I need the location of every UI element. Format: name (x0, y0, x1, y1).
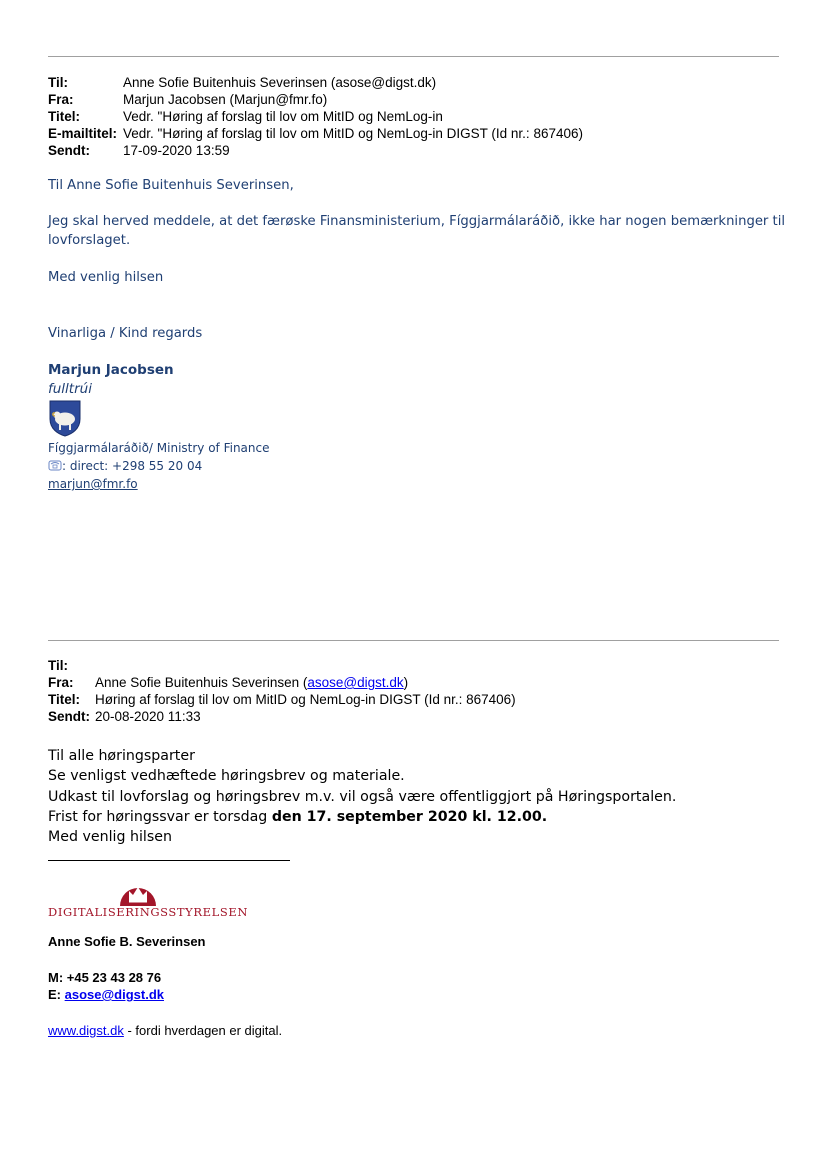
organisation: Fíggjarmálaráðið/ Ministry of Finance (48, 441, 270, 455)
title-value: Vedr. "Høring af forslag til lov om MitID og NemLog-in (123, 109, 443, 124)
closing: Med venlig hilsen (48, 270, 164, 285)
signature-rule (48, 860, 290, 861)
phone-line (48, 459, 202, 473)
sender-name: Marjun Jacobsen (48, 362, 174, 378)
faroe-coat-of-arms-icon (48, 399, 82, 437)
body-line-4 (48, 807, 547, 828)
sent-label: Sendt: (48, 709, 90, 724)
greeting: Til Anne Sofie Buitenhuis Severinsen, (48, 178, 294, 193)
divider (48, 640, 779, 641)
signature-email-line (48, 987, 164, 1002)
sent-value: 20-08-2020 11:33 (95, 709, 201, 724)
from-label: Fra: (48, 675, 74, 690)
signature-email-label: E: (48, 987, 65, 1002)
mailtitle-label: E-mailtitel: (48, 126, 118, 141)
closing: Med venlig hilsen (48, 829, 172, 845)
to-value: Anne Sofie Buitenhuis Severinsen (asose@digst.dk) (123, 75, 437, 90)
signature-email-link[interactable]: asose@digst.dk (64, 987, 164, 1002)
body-line-3: Udkast til lovforslag og høringsbrev m.v. vil også være offentliggjort på Høringsportalen. (48, 789, 677, 805)
body-line-1: Jeg skal herved meddele, at det færøske Finansministerium, Fíggjarmálaráðið, ikke har nogen bemærkninger til (48, 214, 786, 229)
website-link[interactable]: www.digst.dk (48, 1023, 124, 1038)
body-line-2: Se venligst vedhæftede høringsbrev og materiale. (48, 768, 405, 784)
to-label: Til: (48, 658, 68, 673)
from-value-prefix: Anne Sofie Buitenhuis Severinsen ( (95, 675, 308, 690)
signature-phone: M: +45 23 43 28 76 (48, 970, 162, 985)
from-value: Marjun Jacobsen (Marjun@fmr.fo) (123, 92, 328, 107)
body-line-1: Til alle høringsparter (48, 748, 195, 764)
sender-email-link[interactable]: marjun@fmr.fo (48, 477, 138, 491)
forwarded-email-header (48, 657, 788, 729)
telephone-icon (48, 460, 62, 471)
deadline-date: den 17. september 2020 kl. 12.00. (271, 809, 548, 825)
sent-value: 17-09-2020 13:59 (123, 143, 230, 158)
regards: Vinarliga / Kind regards (48, 326, 203, 341)
crown-logo-icon (118, 876, 158, 906)
from-email-link[interactable]: asose@digst.dk (307, 675, 404, 690)
divider (48, 56, 779, 57)
title-value: Høring af forslag til lov om MitID og NemLog-in DIGST (Id nr.: 867406) (95, 692, 516, 707)
title-label: Titel: (48, 109, 81, 124)
tagline: - fordi hverdagen er digital. (123, 1023, 283, 1038)
mailtitle-value: Vedr. "Høring af forslag til lov om MitID og NemLog-in DIGST (Id nr.: 867406) (123, 126, 583, 141)
title-label: Titel: (48, 692, 81, 707)
sent-label: Sendt: (48, 143, 90, 158)
to-label: Til: (48, 75, 68, 90)
body-line-2: lovforslaget. (48, 233, 131, 248)
agency-logo-text: DIGITALISERINGSSTYRELSEN (48, 905, 248, 919)
phone-number: : direct: +298 55 20 04 (62, 459, 203, 473)
email-header (48, 74, 788, 164)
signature-name: Anne Sofie B. Severinsen (48, 934, 206, 949)
from-value-suffix: ) (403, 675, 409, 690)
deadline-prefix: Frist for høringssvar er torsdag (48, 809, 272, 825)
sender-role: fulltrúi (48, 381, 92, 397)
from-label: Fra: (48, 92, 74, 107)
website-line (48, 1023, 282, 1038)
